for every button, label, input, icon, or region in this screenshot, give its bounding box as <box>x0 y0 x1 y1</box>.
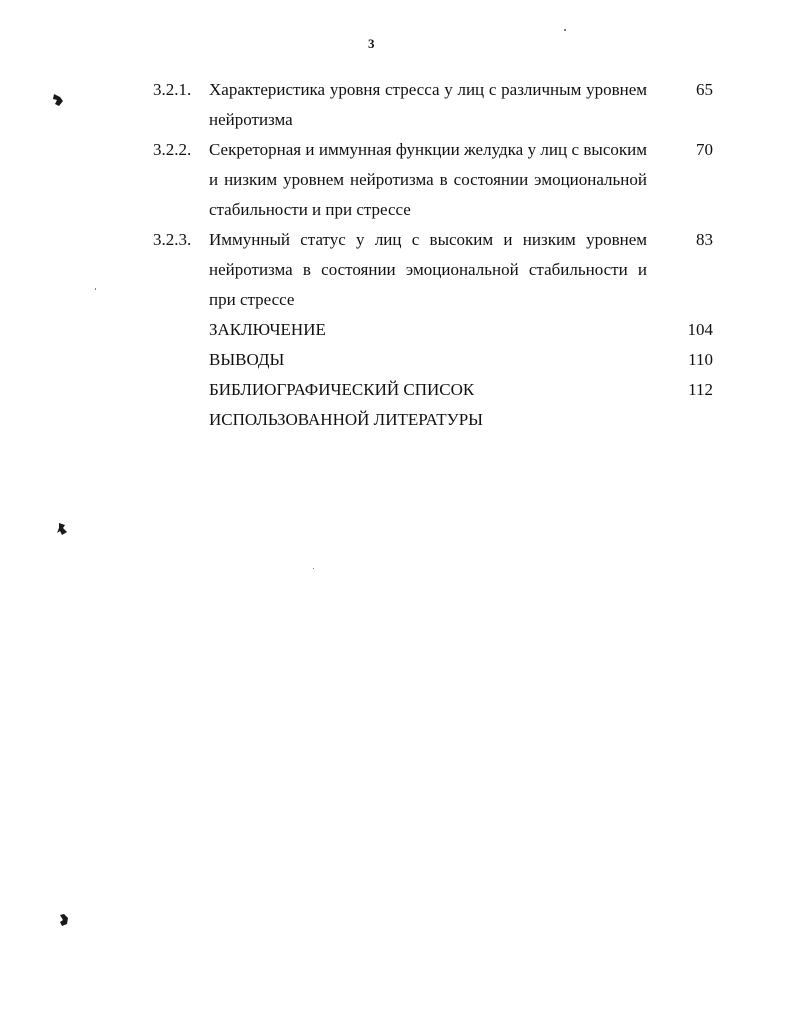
toc-entry-title: БИБЛИОГРАФИЧЕСКИЙ СПИСОК ИСПОЛЬЗОВАННОЙ ЛИТЕРАТУРЫ <box>209 380 484 429</box>
toc-entry-title: Характеристика уровня стресса у лиц с различным уровнем нейротизма <box>209 80 647 129</box>
toc-entry-3-2-3 <box>0 225 794 315</box>
toc-entry-title: Иммунный статус у лиц с высоким и низким уровнем нейротизма в состоянии эмоциональной стабильности и при стрессе <box>209 230 647 309</box>
toc-entry-number: 3.2.3. <box>153 230 192 249</box>
toc-entry-page: 83 <box>696 230 713 249</box>
toc-entry-title: ВЫВОДЫ <box>209 350 285 369</box>
toc-entry-title: ЗАКЛЮЧЕНИЕ <box>209 320 326 339</box>
toc-entry-conclusion <box>0 315 794 345</box>
toc-entry-title: Секреторная и иммунная функции желудка у лиц с высоким и низким уровнем нейротизма в состоянии эмоциональной стабильности и при стрессе <box>209 140 647 219</box>
punch-mark-icon <box>52 93 62 105</box>
punch-mark-icon <box>58 913 68 925</box>
scan-speck <box>313 568 314 569</box>
toc-entry-page: 110 <box>688 350 713 369</box>
scan-speck <box>564 29 566 31</box>
toc-entry-number: 3.2.2. <box>153 140 192 159</box>
toc-entry-page: 112 <box>688 380 713 399</box>
punch-mark-icon <box>56 522 66 534</box>
toc-entry-page: 104 <box>687 320 713 339</box>
toc-entry-findings <box>0 345 794 375</box>
toc-entry-3-2-1 <box>0 75 794 135</box>
toc-entry-number: 3.2.1. <box>153 80 192 99</box>
toc-entry-3-2-2 <box>0 135 794 225</box>
scan-speck <box>95 288 96 290</box>
toc-entry-page: 65 <box>696 80 713 99</box>
table-of-contents <box>0 75 794 435</box>
toc-entry-page: 70 <box>696 140 713 159</box>
toc-entry-bibliography <box>0 375 794 435</box>
page-number: 3 <box>368 36 375 51</box>
